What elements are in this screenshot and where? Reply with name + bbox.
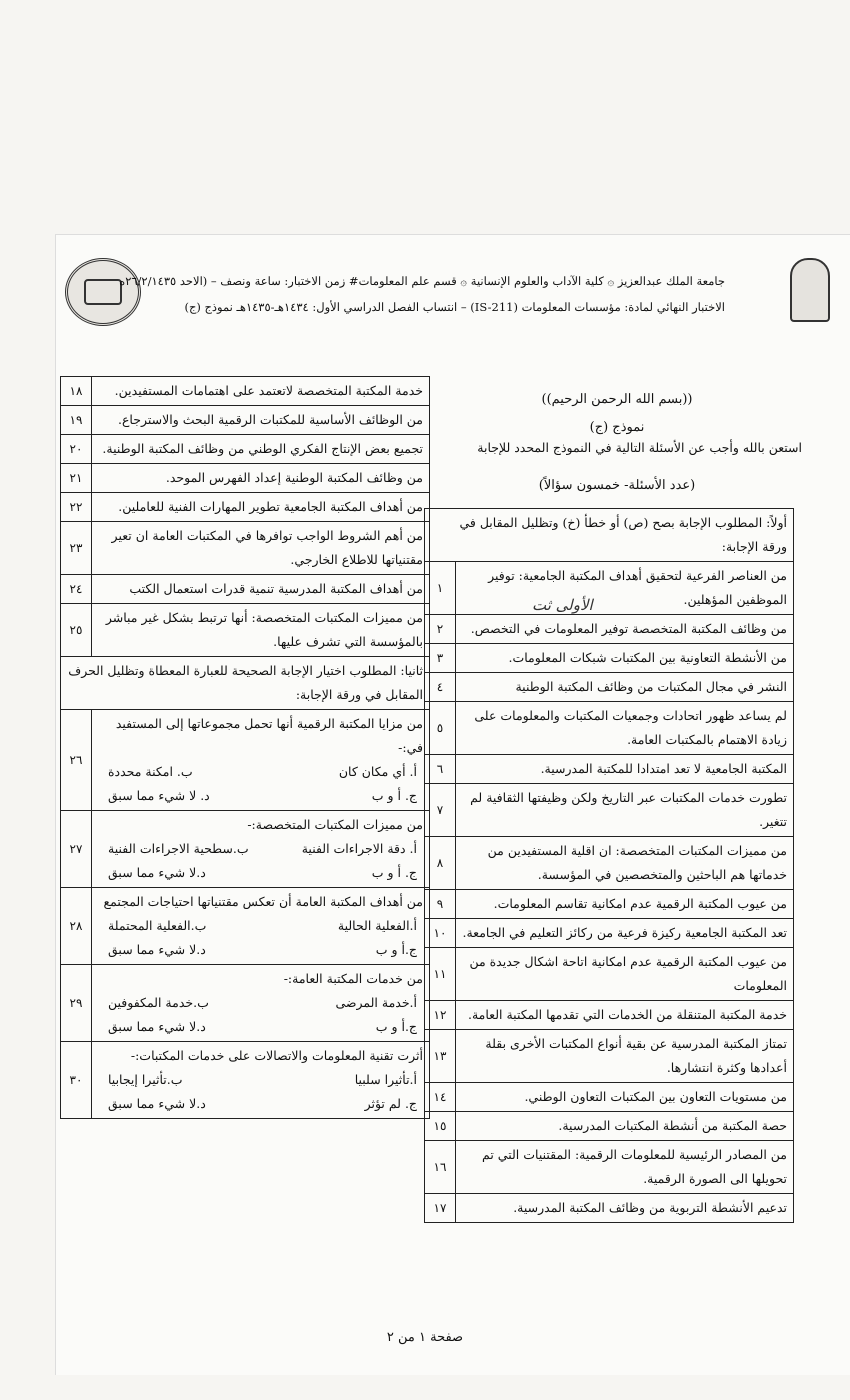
mcq-option-c: ج. أ و ب (371, 788, 417, 803)
table-row (425, 562, 794, 615)
question-number: ١٤ (425, 1083, 456, 1112)
question-text: النشر في مجال المكتبات من وظائف المكتبة الوطنية (456, 673, 794, 702)
table-row (425, 1083, 794, 1112)
table-row (425, 1194, 794, 1223)
mcq-option-b: ب.سطحية الاجراءات الفنية (108, 841, 249, 856)
question-text: حصة المكتبة من أنشطة المكتبات المدرسية. (456, 1112, 794, 1141)
question-text: خدمة المكتبة المتخصصة لاتعتمد على اهتمامات المستفيدين. (92, 377, 430, 406)
question-number: ٦ (425, 755, 456, 784)
header-university-line: جامعة الملك عبدالعزيز ۞ كلية الآداب والعلوم الإنسانية ۞ قسم علم المعلومات# زمن الاختبار: ساعة ونصف – (الاحد ٢٦/٢/١٤٣٥ه (119, 274, 725, 288)
table-row (61, 464, 430, 493)
question-number: ١٦ (425, 1141, 456, 1194)
mcq-option-b: ب.خدمة المكفوفين (108, 995, 209, 1010)
table-row (425, 837, 794, 890)
mcq-option-d: د.لا شيء مما سبق (108, 942, 206, 957)
question-text: من الوظائف الأساسية للمكتبات الرقمية البحث والاسترجاع. (92, 406, 430, 435)
mcq-option-a: أ. دقة الاجراءات الفنية (301, 841, 417, 856)
table-row (425, 755, 794, 784)
mcq-content (92, 888, 430, 965)
question-text: من عيوب المكتبة الرقمية عدم امكانية تقاسم المعلومات. (456, 890, 794, 919)
table-row (425, 1141, 794, 1194)
question-number: ٣٠ (61, 1042, 92, 1119)
question-text: من أهداف المكتبة الجامعية تطوير المهارات الفنية للعاملين. (92, 493, 430, 522)
mcq-options (98, 760, 423, 784)
question-number: ٨ (425, 837, 456, 890)
question-text: خدمة المكتبة المتنقلة من الخدمات التي تقدمها المكتبة العامة. (456, 1001, 794, 1030)
question-text: من الأنشطة التعاونية بين المكتبات شبكات المعلومات. (456, 644, 794, 673)
mcq-options (98, 938, 423, 962)
mcq-option-a: أ.تأثيرا سلبيا (354, 1072, 417, 1087)
table-row (425, 919, 794, 948)
question-text: من وظائف المكتبة الوطنية إعداد الفهرس الموحد. (92, 464, 430, 493)
question-text: تطورت خدمات المكتبات عبر التاريخ ولكن وظيفتها الثقافية لم تتغير. (456, 784, 794, 837)
page-header (55, 248, 850, 328)
mcq-options (98, 1015, 423, 1039)
question-number: ١٩ (61, 406, 92, 435)
model-label: نموذج (ج) (589, 420, 645, 435)
mcq-options (98, 861, 423, 885)
question-number: ٢٢ (61, 493, 92, 522)
mcq-row (61, 811, 430, 888)
table-row (61, 522, 430, 575)
mcq-stem: من أهداف المكتبة العامة أن تعكس مقتنياتها احتياجات المجتمع (103, 894, 423, 909)
mcq-option-a: أ.الفعلية الحالية (337, 918, 417, 933)
question-number: ٢٠ (61, 435, 92, 464)
question-text: لم يساعد ظهور اتحادات وجمعيات المكتبات والمعلومات على زيادة الاهتمام بالمكتبات العامة. (456, 702, 794, 755)
mcq-option-d: د.لا شيء مما سبق (108, 865, 206, 880)
question-text: من مميزات المكتبات المتخصصة: أنها ترتبط بشكل غير مباشر بالمؤسسة التي تشرف عليها. (92, 604, 430, 657)
question-number: ٢٨ (61, 888, 92, 965)
table-row (425, 702, 794, 755)
question-text: تمتاز المكتبة المدرسية عن بقية أنواع المكتبات الأخرى بقلة أعدادها وكثرة انتشارها. (456, 1030, 794, 1083)
mcq-row (61, 888, 430, 965)
table-row (425, 615, 794, 644)
question-number: ٢ (425, 615, 456, 644)
table-row (61, 435, 430, 464)
mcq-options (98, 1092, 423, 1116)
table-row (425, 784, 794, 837)
question-text: من العناصر الفرعية لتحقيق أهداف المكتبة الجامعية: توفير الموظفين المؤهلين. (456, 562, 794, 615)
table-row (425, 1112, 794, 1141)
mcq-options (98, 1068, 423, 1092)
question-text: أولاً: المطلوب الإجابة بصح (ص) أو خطأ (خ) وتظليل المقابل في ورقة الإجابة: (425, 509, 794, 562)
mcq-option-c: ج. لم تؤثر (364, 1096, 417, 1111)
table-row (61, 377, 430, 406)
question-number: ٥ (425, 702, 456, 755)
basmala: ((بسم الله الرحمن الرحيم)) (541, 392, 693, 407)
question-count: (عدد الأسئلة- خمسون سؤالاً) (538, 478, 696, 493)
question-number: ٢٦ (61, 710, 92, 811)
question-text: من أهم الشروط الواجب توافرها في المكتبات العامة ان تعير مقتنياتها للاطلاع الخارجي. (92, 522, 430, 575)
question-text: تدعيم الأنشطة التربوية من وظائف المكتبة المدرسية. (456, 1194, 794, 1223)
question-number: ٣ (425, 644, 456, 673)
mcq-option-d: د.لا شيء مما سبق (108, 1096, 206, 1111)
question-number: ٢٩ (61, 965, 92, 1042)
university-logo-icon (780, 250, 840, 322)
header-exam-line: الاختبار النهائي لمادة: مؤسسات المعلومات (IS-211) – انتساب الفصل الدراسي الأول: ١٤٣٤هـ-١٤٣٥هـ نموذج (ج) (184, 300, 725, 314)
question-text: من وظائف المكتبة المتخصصة توفير المعلومات في التخصص. (456, 615, 794, 644)
question-text: المكتبة الجامعية لا تعد امتدادا للمكتبة المدرسية. (456, 755, 794, 784)
question-number: ٩ (425, 890, 456, 919)
question-text: من المصادر الرئيسية للمعلومات الرقمية: المقتنيات التي تم تحويلها الى الصورة الرقمية. (456, 1141, 794, 1194)
question-number: ١٣ (425, 1030, 456, 1083)
table-row (425, 509, 794, 562)
true-false-table-right (424, 508, 794, 1223)
mcq-stem: أثرت تقنية المعلومات والاتصالات على خدمات المكتبات:- (130, 1048, 423, 1063)
question-number: ١٧ (425, 1194, 456, 1223)
question-text: ثانيا: المطلوب اختيار الإجابة الصحيحة للعبارة المعطاة وتظليل الحرف المقابل في ورقة الإجابة: (61, 657, 430, 710)
question-number: ٤ (425, 673, 456, 702)
mcq-content (92, 965, 430, 1042)
mcq-options (98, 784, 423, 808)
mcq-content (92, 710, 430, 811)
mcq-options (98, 914, 423, 938)
question-number: ١٠ (425, 919, 456, 948)
question-text: من أهداف المكتبة المدرسية تنمية قدرات استعمال الكتب (92, 575, 430, 604)
question-number: ٢٧ (61, 811, 92, 888)
table-row (425, 948, 794, 1001)
table-row (425, 1001, 794, 1030)
mcq-option-b: ب. امكنة محددة (108, 764, 193, 779)
mcq-row (61, 1042, 430, 1119)
seal-logo-icon (65, 258, 141, 326)
mcq-option-a: أ. أي مكان كان (338, 764, 417, 779)
mcq-option-b: ب.الفعلية المحتملة (108, 918, 207, 933)
question-text: تعد المكتبة الجامعية ركيزة فرعية من ركائز التعليم في الجامعة. (456, 919, 794, 948)
question-text: من عيوب المكتبة الرقمية عدم امكانية اتاحة اشكال جديدة من المعلومات (456, 948, 794, 1001)
page-number: صفحة ١ من ٢ (386, 1330, 464, 1345)
table-row (61, 406, 430, 435)
question-text: من مميزات المكتبات المتخصصة: ان اقلية المستفيدين من خدماتها هم الباحثين والمتخصصين في المؤسسة. (456, 837, 794, 890)
mcq-row (61, 965, 430, 1042)
question-number: ١٨ (61, 377, 92, 406)
question-number: ٢٤ (61, 575, 92, 604)
question-text: تجميع بعض الإنتاج الفكري الوطني من وظائف المكتبة الوطنية. (92, 435, 430, 464)
question-number: ١١ (425, 948, 456, 1001)
mcq-options (98, 837, 423, 861)
mcq-option-c: ج. أ و ب (371, 865, 417, 880)
table-row (425, 890, 794, 919)
table-row (425, 644, 794, 673)
question-number: ٢١ (61, 464, 92, 493)
mcq-option-c: ج.أ و ب (375, 942, 417, 957)
table-row (61, 575, 430, 604)
mcq-option-c: ج.أ و ب (375, 1019, 417, 1034)
question-number: ١ (425, 562, 456, 615)
table-row (61, 493, 430, 522)
question-number: ٢٥ (61, 604, 92, 657)
mcq-option-d: د. لا شيء مما سبق (108, 788, 210, 803)
table-row (61, 657, 430, 710)
mcq-option-b: ب.تأثيرا إيجابيا (108, 1072, 183, 1087)
mcq-option-a: أ.خدمة المرضى (335, 995, 417, 1010)
mcq-stem: من خدمات المكتبة العامة:- (283, 971, 423, 986)
instruction-text: استعن بالله وأجب عن الأسئلة التالية في النموذج المحدد للإجابة (477, 440, 802, 455)
questions-table-left (60, 376, 430, 1119)
question-number: ٢٣ (61, 522, 92, 575)
handwritten-annotation: الأولى ثت (532, 596, 593, 614)
mcq-content (92, 811, 430, 888)
question-number: ٧ (425, 784, 456, 837)
question-number: ١٥ (425, 1112, 456, 1141)
mcq-option-d: د.لا شيء مما سبق (108, 1019, 206, 1034)
mcq-stem: من مزايا المكتبة الرقمية أنها تحمل مجموعاتها إلى المستفيد في:- (115, 716, 423, 755)
mcq-content (92, 1042, 430, 1119)
question-number: ١٢ (425, 1001, 456, 1030)
table-row (61, 604, 430, 657)
table-row (425, 673, 794, 702)
mcq-row (61, 710, 430, 811)
mcq-stem: من مميزات المكتبات المتخصصة:- (247, 817, 423, 832)
table-row (425, 1030, 794, 1083)
question-text: من مستويات التعاون بين المكتبات التعاون الوطني. (456, 1083, 794, 1112)
mcq-options (98, 991, 423, 1015)
